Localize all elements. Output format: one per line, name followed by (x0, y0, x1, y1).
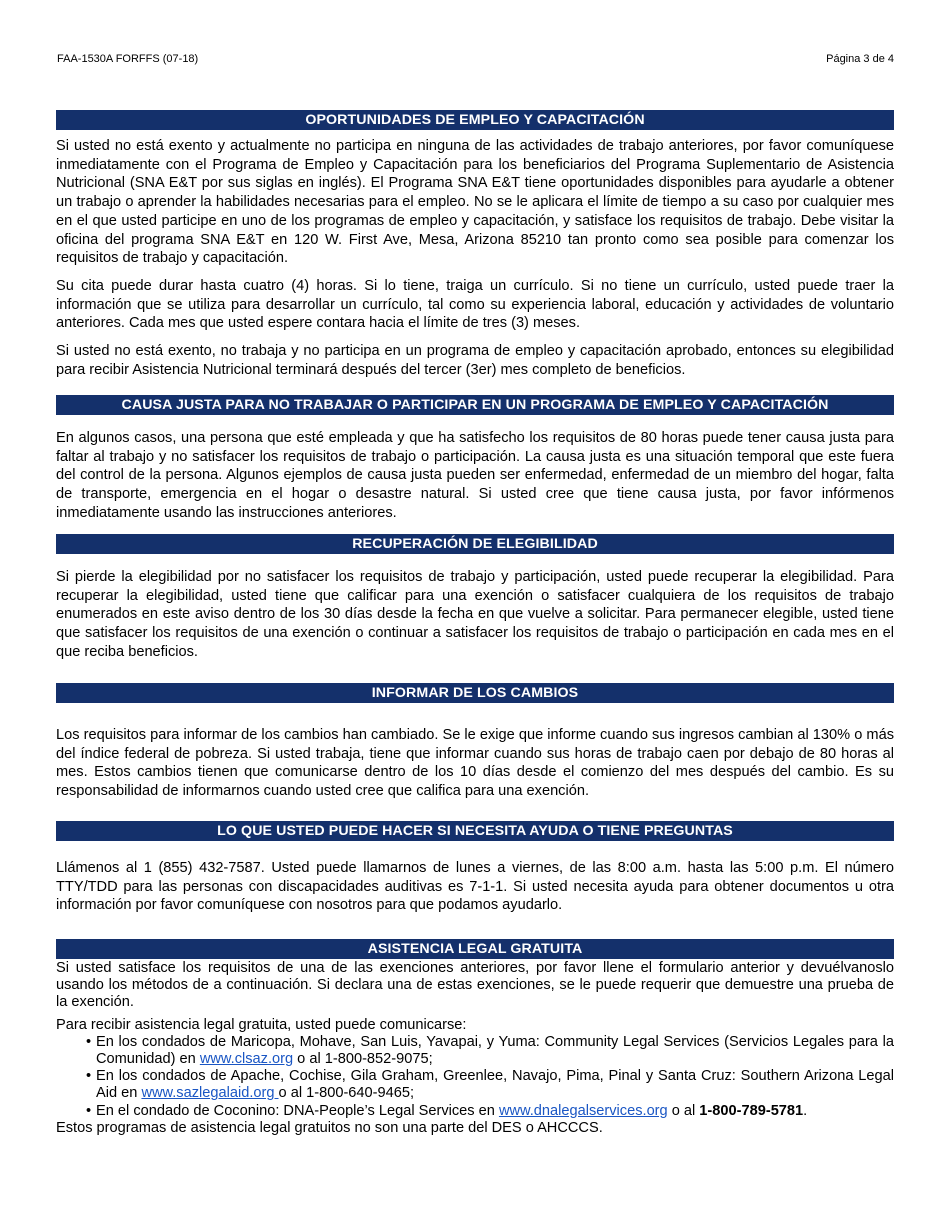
paragraph: Si pierde la elegibilidad por no satisfacer los requisitos de trabajo y participación, usted puede recuperar la elegibilidad. Para recuperar la elegibilidad, usted tiene que calificar para una exención o satisfacer cualquiera de los requisitos de trabajo enumerados en este aviso dentro de los 30 días desde la fecha en que vuelve a solicitar. Para permanecer elegible, usted tiene que satisfacer los requisitos de una exención o continuar a satisfacer los requisitos de trabajo o participación en cada mes en el que reciba beneficios. (56, 569, 894, 660)
section-help-questions (56, 821, 894, 915)
dnalegalservices-link[interactable]: www.dnalegalservices.org (498, 1102, 668, 1119)
paragraph: Su cita puede durar hasta cuatro (4) horas. Si lo tiene, traiga un currículo. Si no tiene un currículo, usted puede traer la información que se utiliza para desarrollar un currículo, tal como su experiencia laboral, educación y actividades de voluntario anteriores. Cada mes que usted espere contara hacia el límite de tres (3) meses. (56, 277, 894, 332)
clsaz-link[interactable]: www.clsaz.org (199, 1051, 294, 1068)
bullet: • (86, 1033, 92, 1050)
bullet: • (86, 1068, 92, 1085)
paragraph: Si usted no está exento, no trabaja y no participa en un programa de empleo y capacitación aprobado, entonces su elegibilidad para recibir Asistencia Nutricional terminará después del tercer (3er) mes completo de beneficios. (56, 343, 894, 378)
paragraph: Los requisitos para informar de los cambios han cambiado. Se le exige que informe cuando sus ingresos cambian al 130% o más del índice federal de pobreza. Si usted trabaja, tiene que informar cuando sus horas de trabajo caen por debajo de 80 horas al mes. Estos cambios tienen que comunicarse dentro de los 10 días desde el comienzo del mes después del cambio. Es su responsabilidad de informarnos cuando usted cree que califica para una exención. (56, 727, 894, 800)
page-number: Página 3 de 4 (826, 53, 894, 65)
section-heading: INFORMAR DE LOS CAMBIOS (56, 683, 894, 703)
form-id: FAA-1530A FORFFS (07-18) (57, 53, 199, 65)
sazlegalaid-link[interactable]: www.sazlegalaid.org (141, 1085, 279, 1102)
paragraph: Para recibir asistencia legal gratuita, usted puede comunicarse: (56, 1016, 467, 1033)
phone-number: 1-800-789-5781 (699, 1102, 804, 1119)
section-free-legal-aid (56, 939, 894, 1137)
section-heading: ASISTENCIA LEGAL GRATUITA (56, 939, 894, 959)
paragraph: Si usted satisface los requisitos de una de las exenciones anteriores, por favor llene el formulario anterior y devuélvanoslo usando los métodos de a continuación. Si declara una de estas exenciones, se le puede requerir que demuestre una prueba de la exención. (56, 960, 894, 1011)
list-item: • En los condados de Maricopa, Mohave, San Luis, Yavapai, y Yuma: Community Legal Services (Servicios Legales para la Comunidad) en www.clsaz.org o al 1-800-852-9075; (86, 1033, 894, 1068)
section-heading: OPORTUNIDADES DE EMPLEO Y CAPACITACIÓN (56, 110, 894, 130)
paragraph: Estos programas de asistencia legal gratuitos no son una parte del DES o AHCCCS. (56, 1119, 603, 1136)
section-heading: LO QUE USTED PUEDE HACER SI NECESITA AYUDA O TIENE PREGUNTAS (56, 821, 894, 841)
list-item: • En los condados de Apache, Cochise, Gila Graham, Greenlee, Navajo, Pima, Pinal y Santa Cruz: Southern Arizona Legal Aid en www.sazlegalaid.org o al 1-800-640-9465; (86, 1068, 894, 1102)
paragraph: En algunos casos, una persona que esté empleada y que ha satisfecho los requisitos de 80 horas puede tener causa justa para faltar al trabajo y no satisfacer los requisitos de trabajo o participación. La causa justa es una situación temporal que este fuera del control de la persona. Algunos ejemplos de causa justa pueden ser enfermedad, enfermedad de un miembro del hogar, falta de transporte, emergencia en el hogar o desastre natural. Si usted cree que tiene causa justa, por favor infórmenos inmediatamente usando las instrucciones anteriores. (56, 430, 894, 521)
section-heading: CAUSA JUSTA PARA NO TRABAJAR O PARTICIPAR EN UN PROGRAMA DE EMPLEO Y CAPACITACIÓN (56, 395, 894, 415)
legal-aid-list (56, 1034, 894, 1120)
paragraph: Llámenos al 1 (855) 432-7587. Usted puede llamarnos de lunes a viernes, de las 8:00 a.m. hasta las 5:00 p.m. El número TTY/TDD para las personas con discapacidades auditivas es 7-1-1. Si usted necesita ayuda para obtener documentos u otra información por favor comuníquese con nosotros para que podamos ayudarlo. (56, 860, 894, 914)
bullet: • (86, 1102, 92, 1119)
list-item: • En el condado de Coconino: DNA-People’s Legal Services en www.dnalegalservices.org o al 1-800-789-5781. (86, 1102, 808, 1119)
section-report-changes (56, 683, 894, 801)
section-good-cause (56, 395, 894, 523)
section-employment-training (56, 110, 894, 379)
section-heading: RECUPERACIÓN DE ELEGIBILIDAD (56, 534, 894, 554)
section-regain-eligibility (56, 534, 894, 662)
paragraph: Si usted no está exento y actualmente no participa en ninguna de las actividades de trabajo anteriores, por favor comuníquese inmediatamente con el Programa de Empleo y Capacitación para los beneficiarios del Programa Suplementario de Asistencia Nutricional (SNA E&T por sus siglas en inglés). El Programa SNA E&T tiene oportunidades disponibles para ayudarle a obtener un trabajo o aprender la habilidades necesarias para el empleo. No se le aplicara el límite de tiempo a su caso por cualquier mes en el que usted participe en uno de los programas de empleo y capacitación, y satisface los requisitos de trabajo. Debe visitar la oficina del programa SNA E&T en 120 W. First Ave, Mesa, Arizona 85210 tan pronto como sea posible para comenzar los requisitos de trabajo y capacitación. (56, 138, 894, 267)
